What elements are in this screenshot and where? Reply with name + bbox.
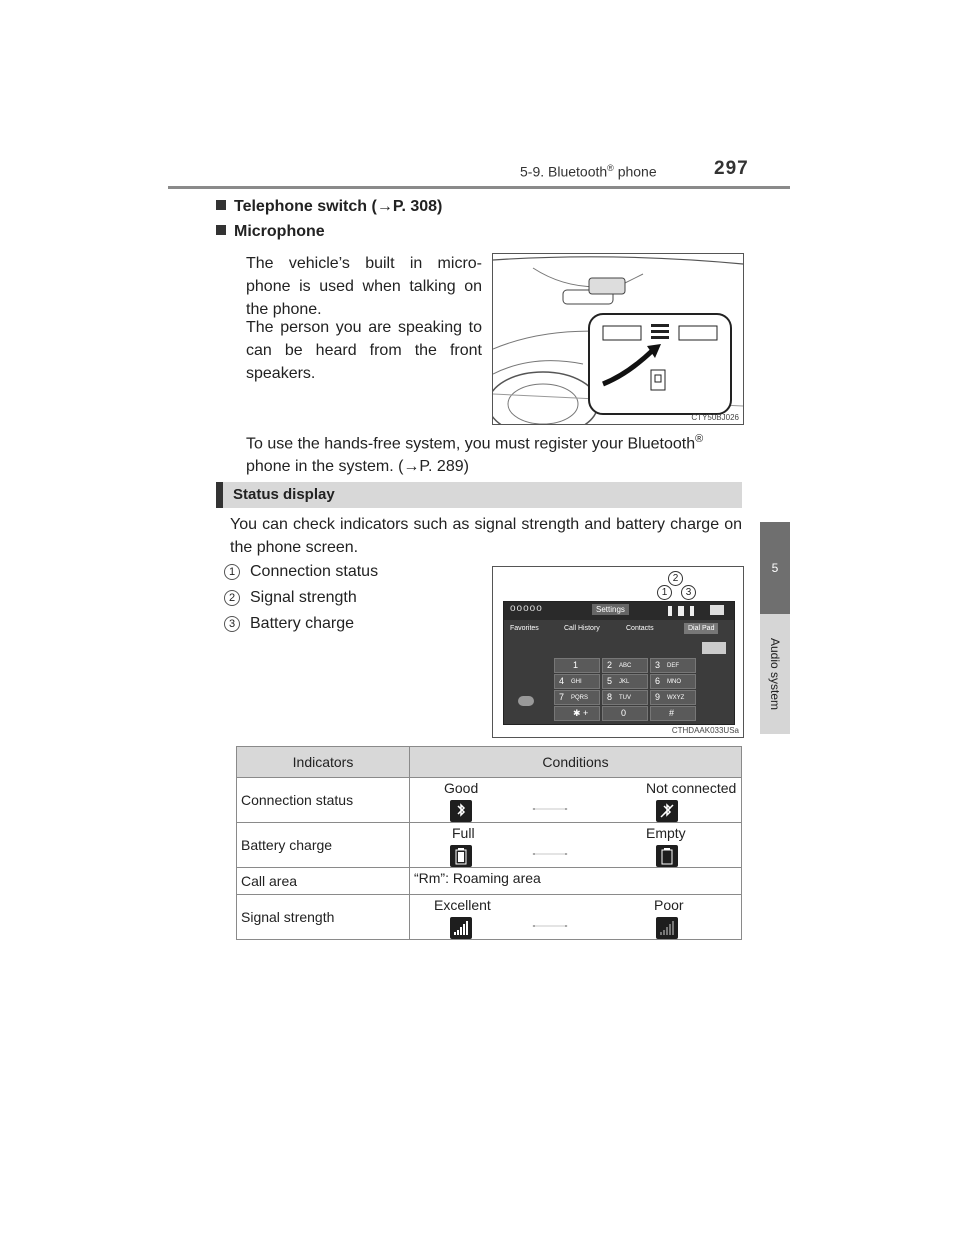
figure-code: CTY50BJ026 xyxy=(691,413,739,422)
condition-cell: “Rm”: Roaming area xyxy=(410,868,742,895)
tab-contacts[interactable]: Contacts xyxy=(626,625,654,632)
table-row xyxy=(237,868,742,895)
phone-screen xyxy=(503,601,735,725)
dial-key-digit: # xyxy=(669,708,675,718)
dial-key-letters: PQRS xyxy=(571,695,589,701)
list-item-label: Connection status xyxy=(250,563,379,580)
range-arrow-icon xyxy=(490,808,610,810)
dial-key-digit: 0 xyxy=(621,708,627,718)
indicators-table xyxy=(236,746,742,940)
dial-key-digit: 1 xyxy=(573,660,579,670)
microphone-figure xyxy=(492,253,744,425)
condition-excellent: Excellent xyxy=(434,897,491,913)
signal-indicator-icon xyxy=(678,606,684,616)
dial-keypad xyxy=(554,658,696,722)
dial-key-digit: 4 xyxy=(559,676,565,686)
condition-full: Full xyxy=(452,825,475,841)
table-row xyxy=(237,895,742,940)
list-item-label: Signal strength xyxy=(250,589,357,606)
range-arrow-icon xyxy=(490,925,610,927)
dial-key-letters: GHI xyxy=(571,679,582,685)
condition-not-connected: Not connected xyxy=(646,780,737,796)
number-circle-icon: 2 xyxy=(224,590,240,606)
table-header-row xyxy=(237,747,742,778)
dial-key[interactable] xyxy=(554,706,600,721)
list-item xyxy=(224,615,378,641)
dial-key-letters: TUV xyxy=(619,695,631,701)
header-divider xyxy=(168,186,790,189)
list-item xyxy=(224,589,378,615)
backspace-icon[interactable] xyxy=(702,642,726,654)
chapter-tab-label[interactable] xyxy=(760,614,790,734)
indicator-cell: Call area xyxy=(237,868,410,895)
page-number: 297 xyxy=(714,158,749,179)
dial-key[interactable] xyxy=(602,706,648,721)
tab-call-history[interactable]: Call History xyxy=(564,625,600,632)
status-display-heading xyxy=(216,482,742,508)
telephone-switch-ref[interactable]: P. 308) xyxy=(392,198,443,215)
signal-excellent-icon xyxy=(450,917,472,939)
dial-key[interactable] xyxy=(650,706,696,721)
dial-key-digit: 7 xyxy=(559,692,565,702)
chapter-tab-text: Audio system xyxy=(768,637,782,711)
mail-icon[interactable] xyxy=(710,605,724,615)
condition-good: Good xyxy=(444,780,479,796)
register-note-ref[interactable]: P. 289) xyxy=(419,458,469,476)
page-ref-arrow-icon: → xyxy=(403,458,420,476)
battery-empty-icon xyxy=(656,845,678,867)
dial-key-digit: 8 xyxy=(607,692,613,702)
page-ref-arrow-icon: → xyxy=(376,198,393,215)
number-circle-icon: 1 xyxy=(224,564,240,580)
register-note-text-a: To use the hands-free system, you must register your Bluetooth xyxy=(246,435,696,453)
dial-key-digit: 3 xyxy=(655,660,661,670)
status-display-intro: You can check indicators such as signal strength and battery charge on the phone screen. xyxy=(230,516,742,556)
condition-cell xyxy=(410,778,742,823)
dial-key-letters: MNO xyxy=(667,679,681,685)
dial-key[interactable] xyxy=(602,674,648,689)
battery-full-icon xyxy=(450,845,472,867)
header-conditions: Conditions xyxy=(410,747,742,778)
dial-key[interactable] xyxy=(554,690,600,705)
condition-cell xyxy=(410,823,742,868)
status-display-title: Status display xyxy=(233,486,335,503)
dial-key[interactable] xyxy=(650,658,696,673)
phone-handset-icon[interactable] xyxy=(518,696,534,706)
indicator-cell: Connection status xyxy=(237,778,410,823)
dial-key-digit: ✱ + xyxy=(573,708,589,718)
list-item xyxy=(224,563,378,589)
callout-1: 1 xyxy=(657,585,672,600)
dial-key[interactable] xyxy=(602,690,648,705)
telephone-switch-heading xyxy=(216,198,442,216)
microphone-para-2: The person you are speaking to can be heard from the front speakers. xyxy=(246,319,482,382)
registered-mark: ® xyxy=(607,163,614,173)
square-bullet-icon xyxy=(216,225,226,235)
condition-empty: Empty xyxy=(646,825,686,841)
signal-dots: ooooo xyxy=(510,603,543,614)
register-note-text-b: phone in the system. ( xyxy=(246,458,404,476)
dial-key[interactable] xyxy=(650,674,696,689)
chapter-tab-number[interactable]: 5 xyxy=(760,522,790,614)
telephone-switch-text: Telephone switch ( xyxy=(234,198,377,215)
dial-key[interactable] xyxy=(650,690,696,705)
dial-key-letters: DEF xyxy=(667,663,679,669)
phone-tabs xyxy=(504,622,734,638)
bluetooth-connected-icon xyxy=(450,800,472,822)
section-title-suffix: phone xyxy=(613,163,657,180)
section-title-prefix: 5-9. Bluetooth xyxy=(520,163,608,180)
condition-poor: Poor xyxy=(654,897,684,913)
register-note xyxy=(246,428,742,478)
microphone-heading xyxy=(216,223,325,241)
settings-button[interactable]: Settings xyxy=(592,604,629,615)
range-arrow-icon xyxy=(490,853,610,855)
connection-indicator-icon xyxy=(668,606,672,616)
dial-key-letters: JKL xyxy=(619,679,630,685)
indicator-cell: Battery charge xyxy=(237,823,410,868)
number-circle-icon: 3 xyxy=(224,616,240,632)
tab-dial-pad[interactable]: Dial Pad xyxy=(684,623,718,634)
status-list xyxy=(224,563,378,641)
dial-key-digit: 6 xyxy=(655,676,661,686)
dial-key[interactable] xyxy=(554,658,600,673)
table-row xyxy=(237,778,742,823)
dial-key-digit: 9 xyxy=(655,692,661,702)
section-title xyxy=(520,163,657,180)
dial-key-letters: WXYZ xyxy=(667,695,685,701)
microphone-title: Microphone xyxy=(234,223,325,240)
table-row xyxy=(237,823,742,868)
figure-code: CTHDAAK033USa xyxy=(671,726,739,735)
phone-screen-figure xyxy=(492,566,744,738)
indicator-cell: Signal strength xyxy=(237,895,410,940)
bluetooth-disconnected-icon xyxy=(656,800,678,822)
dial-key-digit: 5 xyxy=(607,676,613,686)
list-item-label: Battery charge xyxy=(250,615,355,632)
condition-cell xyxy=(410,895,742,940)
dial-key[interactable] xyxy=(602,658,648,673)
signal-poor-icon xyxy=(656,917,678,939)
dial-key-digit: 2 xyxy=(607,660,613,670)
callout-3: 3 xyxy=(681,585,696,600)
battery-indicator-icon xyxy=(690,606,694,616)
registered-mark: ® xyxy=(695,433,704,445)
microphone-para-1: The vehicle’s built in micro-phone is used when talking on the phone. xyxy=(246,255,482,318)
callout-2: 2 xyxy=(668,571,683,586)
square-bullet-icon xyxy=(216,200,226,210)
tab-favorites[interactable]: Favorites xyxy=(510,625,539,632)
dial-key-letters: ABC xyxy=(619,663,632,669)
status-bar xyxy=(504,602,734,620)
header-indicators: Indicators xyxy=(237,747,410,778)
microphone-illustration xyxy=(493,254,743,424)
dial-key[interactable] xyxy=(554,674,600,689)
